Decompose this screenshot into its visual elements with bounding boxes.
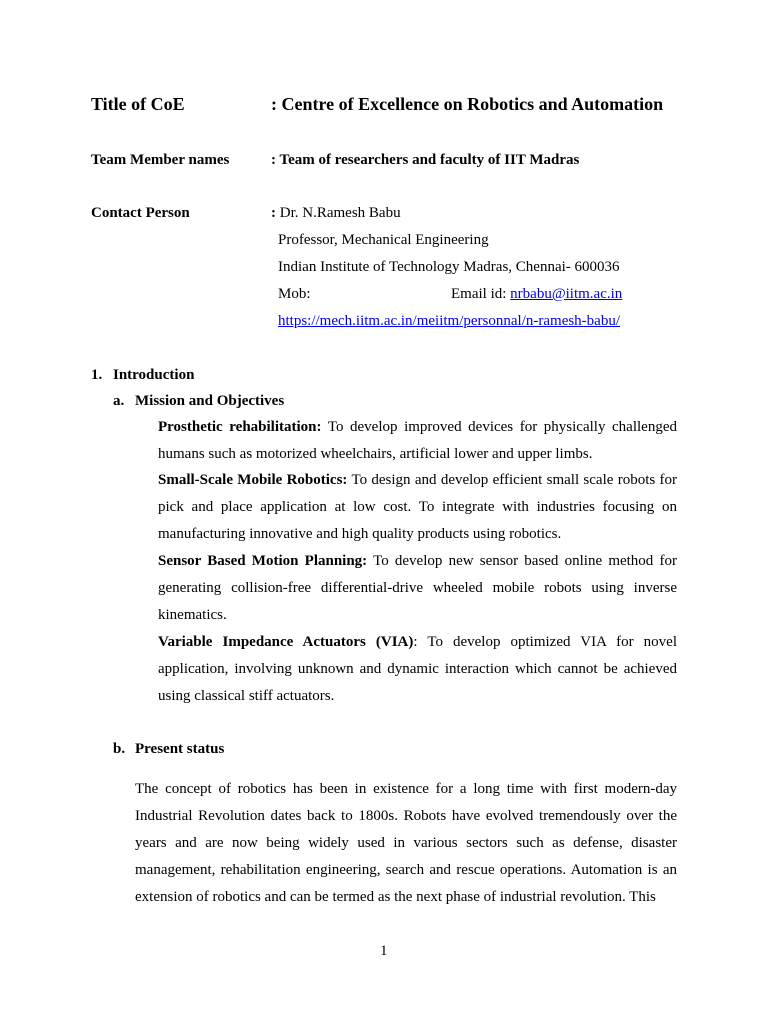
contact-institute: Indian Institute of Technology Madras, Chennai- 600036 [278,259,620,275]
contact-colon: : [271,205,276,221]
contact-label: Contact Person [91,205,190,221]
subsection-b-letter: b. [113,741,126,757]
subsection-a-letter: a. [113,393,125,409]
email-link[interactable]: nrbabu@iitm.ac.in [510,286,623,302]
section-number: 1. [91,367,103,383]
objective-text: To develop improved devices for physically challenged humans such as motorized wheelchairs, artificial lower and upper limbs. [158,419,677,462]
team-value: : Team of researchers and faculty of IIT Madras [271,152,580,168]
objective-text: : To develop optimized VIA for novel application, involving unknown and dynamic interaction which cannot be achieved using classical stiff actuators. [158,634,677,704]
objective-term: Sensor Based Motion Planning: [158,553,368,569]
team-label: Team Member names [91,152,230,168]
objective-term: Prosthetic rehabilitation: [158,419,322,435]
objective-item [158,629,677,710]
section-heading: Introduction [113,367,195,383]
objective-term: Variable Impedance Actuators (VIA) [158,634,414,650]
profile-url-link[interactable]: https://mech.iitm.ac.in/meiitm/personnal/n-ramesh-babu/ [278,313,621,329]
objective-text: To develop new sensor based online method for generating collision-free differential-drive wheeled mobile robots using inverse kinematics. [158,553,677,623]
objective-text: To design and develop efficient small scale robots for pick and place application at low cost. To integrate with industries focusing on manufacturing innovative and high quality products using robotics. [158,472,677,542]
contact-position: Professor, Mechanical Engineering [278,232,489,248]
subsection-b-heading: Present status [135,741,225,757]
objective-item [158,467,677,548]
mob-label: Mob: [278,286,311,302]
objective-item [158,548,677,629]
email-line [451,285,622,303]
profile-url-line [278,312,620,330]
title-label: Title of CoE [91,94,185,114]
subsection-a-heading: Mission and Objectives [135,393,285,409]
objective-term: Small-Scale Mobile Robotics: [158,472,348,488]
objective-item [158,414,677,468]
contact-name-line [271,204,401,222]
title-value: : Centre of Excellence on Robotics and Automation [271,94,664,114]
contact-name: Dr. N.Ramesh Babu [276,205,401,221]
email-label: Email id: [451,286,511,302]
present-status-paragraph: The concept of robotics has been in existence for a long time with first modern-day Industrial Revolution dates back to 1800s. Robots have evolved tremendously over the years and are now being widely used in various sectors such as defense, disaster management, rehabilitation engineering, search and rescue operations. Automation is an extension of robotics and can be termed as the next phase of industrial revolution. This [135,781,677,905]
page-number: 1 [380,943,388,959]
